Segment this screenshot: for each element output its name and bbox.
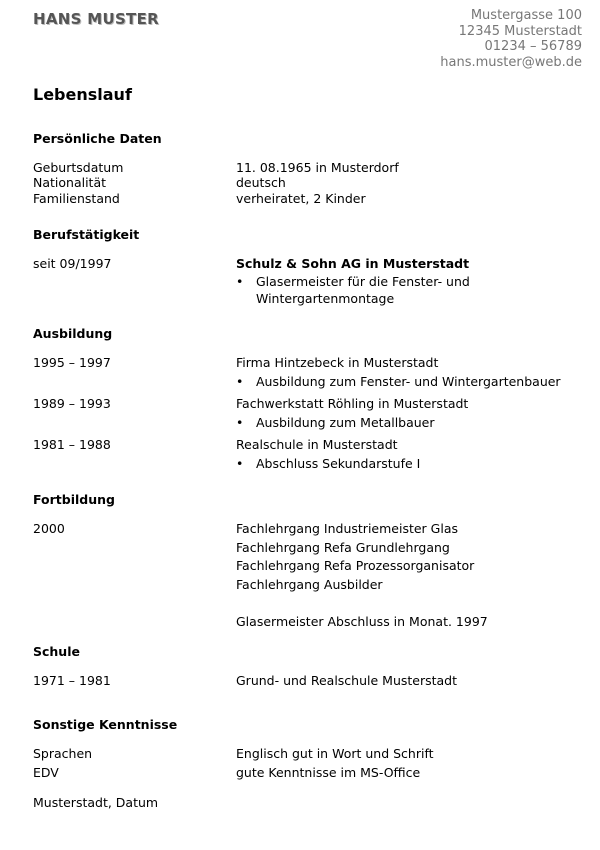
heading-work: Berufstätigkeit <box>33 227 140 242</box>
heading-training: Fortbildung <box>33 492 115 507</box>
label-it-skills: EDV <box>33 765 59 780</box>
bullet-icon: • <box>236 374 244 389</box>
work-bullet-line1: Glasermeister für die Fenster- und <box>256 274 470 289</box>
training-course-4: Fachlehrgang Ausbilder <box>236 577 383 592</box>
heading-other-skills: Sonstige Kenntnisse <box>33 717 178 732</box>
school-period: 1971 – 1981 <box>33 673 111 688</box>
work-period: seit 09/1997 <box>33 256 112 271</box>
value-birthdate: 11. 08.1965 in Musterdorf <box>236 160 399 175</box>
training-course-2: Fachlehrgang Refa Grundlehrgang <box>236 540 450 555</box>
heading-education: Ausbildung <box>33 326 113 341</box>
heading-personal: Persönliche Daten <box>33 131 162 146</box>
label-languages: Sprachen <box>33 746 93 761</box>
training-course-3: Fachlehrgang Refa Prozessorganisator <box>236 558 475 573</box>
education-period-1: 1995 – 1997 <box>33 355 111 370</box>
education-place-2: Fachwerkstatt Röhling in Musterstadt <box>236 396 469 411</box>
training-extra: Glasermeister Abschluss in Monat. 1997 <box>236 614 488 629</box>
applicant-name: HANS MUSTER <box>33 10 159 28</box>
contact-block <box>440 8 582 70</box>
value-it-skills: gute Kenntnisse im MS-Office <box>236 765 421 780</box>
bullet-icon: • <box>236 415 244 430</box>
value-nationality: deutsch <box>236 175 286 190</box>
label-nationality: Nationalität <box>33 175 107 190</box>
work-company: Schulz & Sohn AG in Musterstadt <box>236 256 470 271</box>
education-bullet-text-3: Abschluss Sekundarstufe I <box>256 456 421 471</box>
education-bullet-text-2: Ausbildung zum Metallbauer <box>256 415 435 430</box>
training-year: 2000 <box>33 521 65 536</box>
education-period-2: 1989 – 1993 <box>33 396 111 411</box>
value-languages: Englisch gut in Wort und Schrift <box>236 746 434 761</box>
bullet-icon: • <box>236 456 244 471</box>
education-bullet-text-1: Ausbildung zum Fenster- und Wintergartenbauer <box>256 374 561 389</box>
value-marital-status: verheiratet, 2 Kinder <box>236 191 366 206</box>
street: Mustergasse 100 <box>470 8 582 23</box>
education-place-1: Firma Hintzebeck in Musterstadt <box>236 355 439 370</box>
heading-school: Schule <box>33 644 80 659</box>
training-course-1: Fachlehrgang Industriemeister Glas <box>236 521 458 536</box>
city: 12345 Musterstadt <box>458 23 582 39</box>
document-title: Lebenslauf <box>33 85 132 104</box>
label-birthdate: Geburtsdatum <box>33 160 124 175</box>
bullet-icon: • <box>236 274 244 289</box>
phone: 01234 – 56789 <box>484 39 582 54</box>
education-place-3: Realschule in Musterstadt <box>236 437 398 452</box>
work-bullet-line2: Wintergartenmontage <box>256 291 395 306</box>
education-period-3: 1981 – 1988 <box>33 437 111 452</box>
school-value: Grund- und Realschule Musterstadt <box>236 673 458 688</box>
email: hans.muster@web.de <box>440 54 582 70</box>
label-marital-status: Familienstand <box>33 191 120 206</box>
place-date: Musterstadt, Datum <box>33 795 159 810</box>
